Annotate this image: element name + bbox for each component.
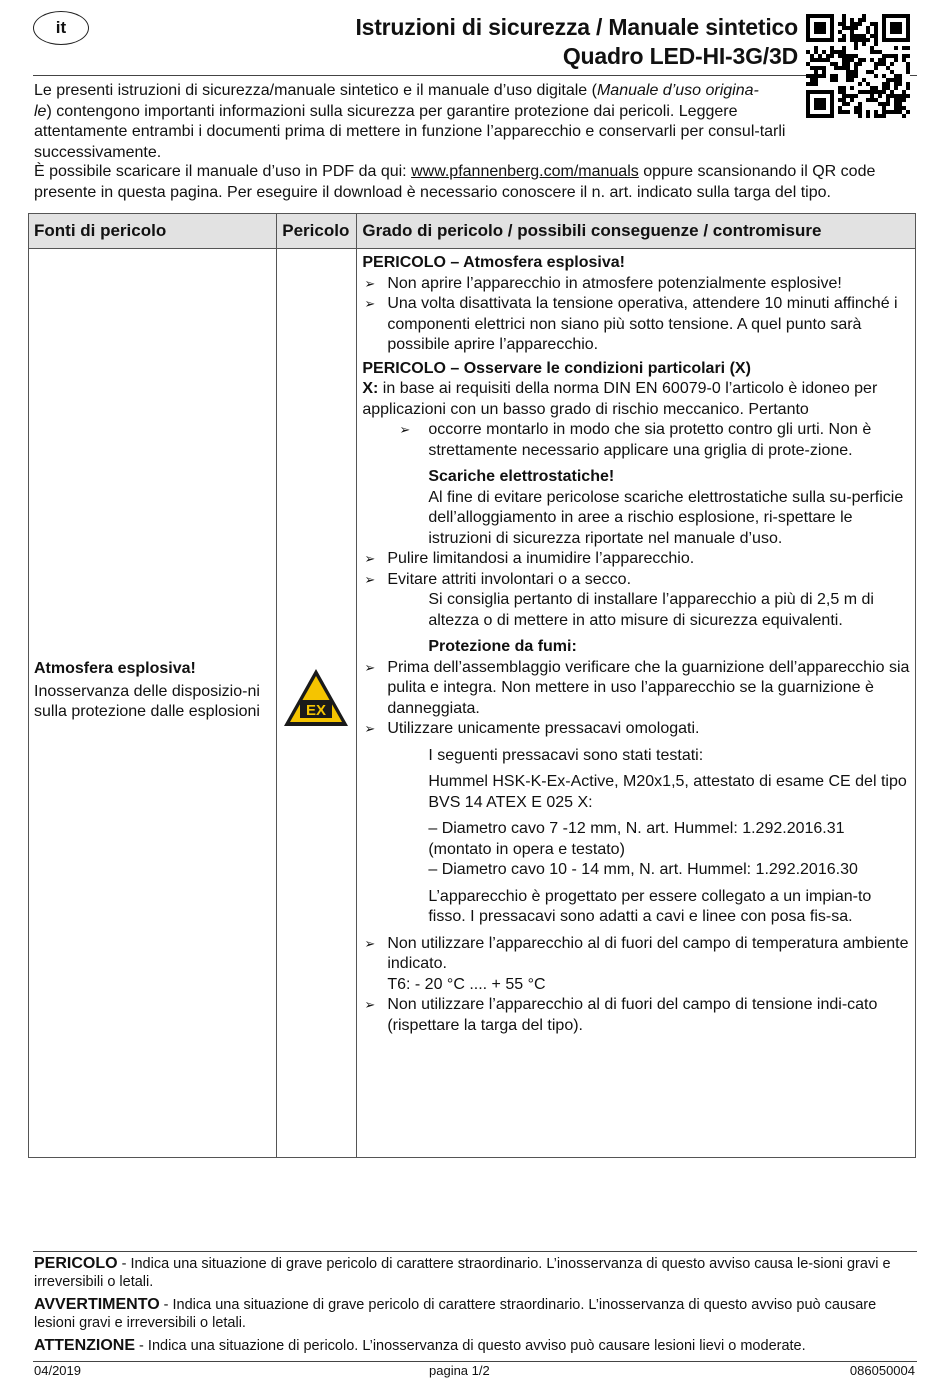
glands-tested: I seguenti pressacavi sono stati testati: [428, 746, 704, 764]
list-item: ➢ Pulire limitandosi a inumidire l’apparecchio. [362, 549, 911, 570]
legend-pericolo: PERICOLO - Indica una situazione di grave pericolo di carattere straordinario. L’inosservanza di questo avviso causa le-sioni gravi e irreversibili o letali. [34, 1255, 891, 1290]
source-text: Inosservanza delle disposizio-ni sulla protezione dalle esplosioni [34, 682, 260, 720]
legend-avvertimento: AVVERTIMENTO - Indica una situazione di grave pericolo di carattere straordinario. L’inosservanza di questo avviso può causare lesioni gravi e irreversibili o letali. [34, 1296, 877, 1331]
list-item: ➢ occorre montarlo in modo che sia protetto contro gli urti. Non è strettamente necessario applicare una griglia di prote-zione. [362, 420, 911, 461]
qr-code[interactable] [806, 14, 910, 118]
ex-warning-icon [282, 667, 350, 729]
title-line-2: Quadro LED-HI-3G/3D [562, 43, 798, 69]
list-item: ➢ Utilizzare unicamente pressacavi omologati. [362, 719, 911, 740]
header-danger: Pericolo [277, 214, 357, 249]
list-item: ➢ Non utilizzare l’apparecchio al di fuori del campo di tensione indi-cato (rispettare la targa del tipo). [362, 995, 911, 1036]
header-degree: Grado di pericolo / possibili conseguenze / contromisure [357, 214, 916, 249]
header-sources: Fonti di pericolo [29, 214, 277, 249]
doc-date: 04/2019 [34, 1363, 81, 1378]
fumes-title: Protezione da fumi: [428, 638, 577, 655]
footer-rule [33, 1251, 917, 1252]
glands-model: Hummel HSK-K-Ex-Active, M20x1,5, attestato di esame CE del tipo BVS 14 ATEX E 025 X: [428, 773, 907, 811]
list-item: ➢ Prima dell’assemblaggio verificare che la guarnizione dell’apparecchio sia pulita e integra. Non mettere in uso l’apparecchio se la guarnizione è danneggiata. [362, 658, 911, 720]
ex-sign-label: EX [306, 702, 327, 719]
signal-word-legend [34, 1255, 904, 1360]
temperature-range: T6: - 20 °C .... + 55 °C [387, 975, 546, 993]
measures-cell [357, 249, 915, 1157]
list-item: ➢ Non aprire l’apparecchio in atmosfere potenzialmente esplosive! [362, 274, 911, 295]
language-badge: it [33, 11, 89, 45]
doc-number: 086050004 [849, 1363, 915, 1378]
hazard-table [28, 213, 916, 1158]
bottom-rule [33, 1361, 917, 1362]
document-title [355, 13, 798, 71]
glands-diameter-2: – Diametro cavo 10 - 14 mm, N. art. Hummel: 1.292.2016.30 [428, 861, 858, 878]
intro-italic: Manuale d’uso origina- [596, 82, 759, 99]
header-rule [33, 75, 917, 76]
download-paragraph: È possibile scaricare il manuale d’uso in PDF da qui: www.pfannenberg.com/manuals oppure scansionando il QR code presente in questa pagina. Per eseguire il download è necessario conoscere il n. art. indicato sulla targa del tipo. [34, 163, 876, 201]
list-item: ➢ Non utilizzare l’apparecchio al di fuori del campo di temperatura ambiente indicato. [362, 934, 911, 975]
legend-attenzione: ATTENZIONE - Indica una situazione di pericolo. L’inosservanza di questo avviso può causare lesioni lievi o moderate. [34, 1337, 806, 1354]
danger-title-1: PERICOLO – Atmosfera esplosiva! [362, 254, 625, 271]
electrostatic-text: Al fine di evitare pericolose scariche elettrostatiche sulla su-perficie dell’alloggiamento in aree a rischio esplosione, ri-spettare le istruzioni di sicurezza riportate nel manuale d’uso. [428, 488, 904, 547]
glands-diameter-1: – Diametro cavo 7 -12 mm, N. art. Hummel: 1.292.2016.31 (montato in opera e testato) [428, 820, 845, 858]
electrostatic-note: Si consiglia pertanto di installare l’apparecchio a più di 2,5 m di altezza o di mettere in atto misure di sicurezza equivalenti. [428, 591, 874, 629]
hazard-source [34, 659, 274, 723]
manuals-link[interactable]: www.pfannenberg.com/manuals [411, 163, 639, 180]
list-item: ➢ Evitare attriti involontari o a secco. [362, 570, 911, 591]
danger-title-2: PERICOLO – Osservare le condizioni particolari (X) [362, 359, 751, 377]
title-line-1: Istruzioni di sicurezza / Manuale sintetico [355, 14, 798, 40]
intro-paragraph: Le presenti istruzioni di sicurezza/manuale sintetico e il manuale d’uso digitale (Manuale d’uso origina- le) contengono importanti informazioni sulla sicurezza per garantire protezione dai pericoli. Leggere attentamente entrambi i documenti prima di mettere in funzione l’apparecchio e conservarli per consul-tarli successivamente. [34, 82, 786, 161]
list-item: ➢ Una volta disattivata la tensione operativa, attendere 10 minuti affinché i componenti elettrici non siano più sotto tensione. A quel punto sarà possibile aprire l’apparecchio. [362, 294, 911, 356]
source-title: Atmosfera esplosiva! [34, 660, 196, 677]
x-condition-text: X: in base ai requisiti della norma DIN EN 60079-0 l’articolo è idoneo per applicazioni con un basso grado di rischio meccanico. Pertanto [362, 380, 878, 418]
electrostatic-title: Scariche elettrostatiche! [428, 468, 615, 485]
glands-note: L’apparecchio è progettato per essere collegato a un impian-to fisso. I pressacavi sono adatti a cavi e linee con posa fis-sa. [428, 887, 872, 925]
page-number: pagina 1/2 [429, 1363, 490, 1378]
